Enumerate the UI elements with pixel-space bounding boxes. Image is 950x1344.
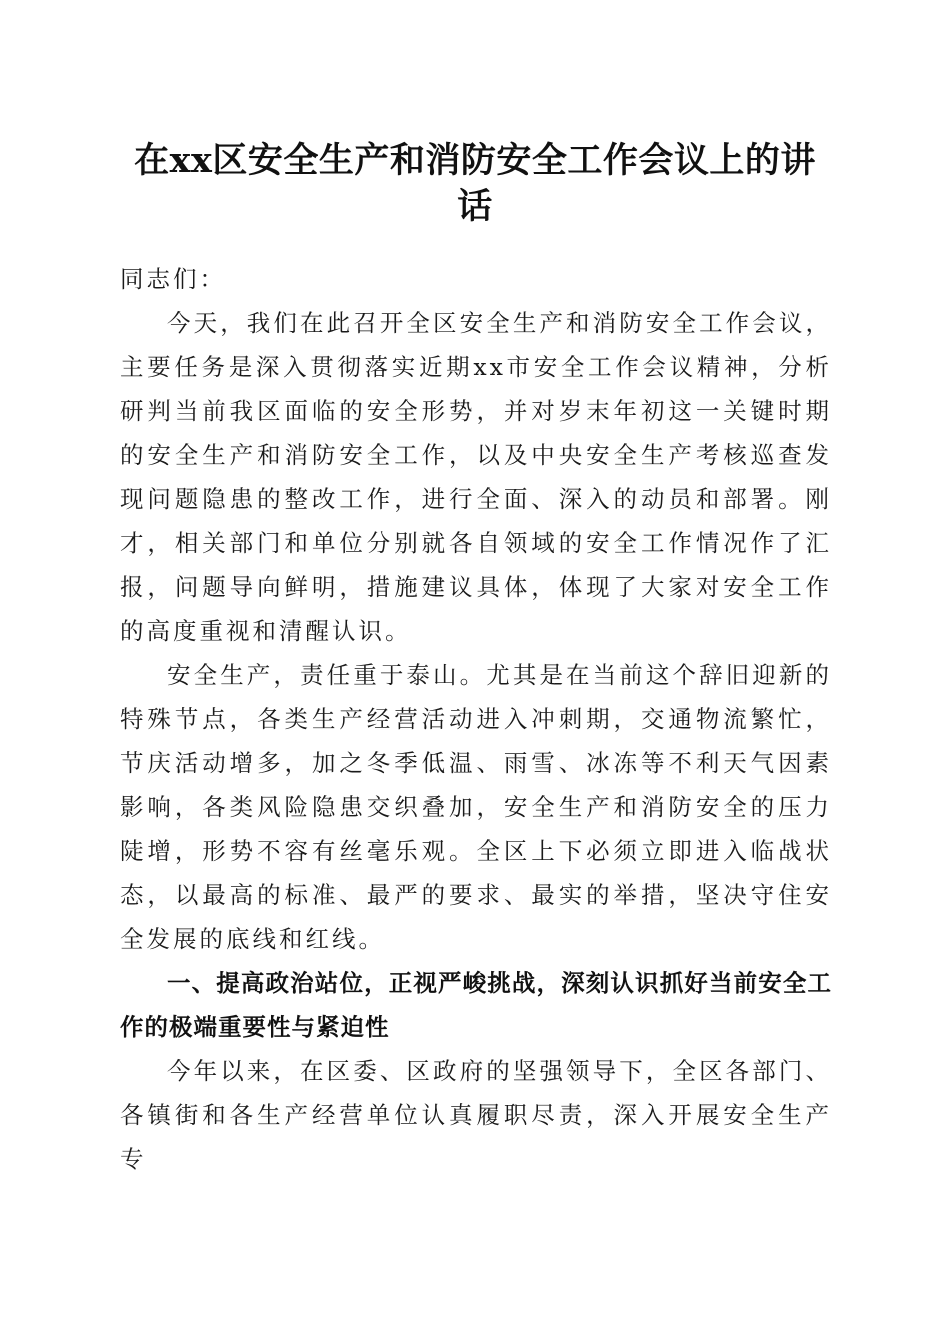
paragraph-situation: 安全生产，责任重于泰山。尤其是在当前这个辞旧迎新的特殊节点，各类生产经营活动进入冲刺期，交通物流繁忙，节庆活动增多，加之冬季低温、雨雪、冰冻等不利天气因素影响，各类风险隐患交织叠加，安全生产和消防安全的压力陡增，形势不容有丝毫乐观。全区上下必须立即进入临战状态，以最高的标准、最严的要求、最实的举措，坚决守住安全发展的底线和红线。 [120,661,832,953]
section-heading: 一、提高政治站位，正视严峻挑战，深刻认识抓好当前安全工作的极端重要性与紧迫性 [120,969,832,1041]
salutation: 同志们： [120,265,226,293]
document-body [120,257,832,1181]
paragraph-opening: 今天，我们在此召开全区安全生产和消防安全工作会议，主要任务是深入贯彻落实近期xx市安全工作会议精神，分析研判当前我区面临的安全形势，并对岁末年初这一关键时期的安全生产和消防安全工作，以及中央安全生产考核巡查发现问题隐患的整改工作，进行全面、深入的动员和部署。刚才，相关部门和单位分别就各自领域的安全工作情况作了汇报，问题导向鲜明，措施建议具体，体现了大家对安全工作的高度重视和清醒认识。 [120,309,832,645]
paragraph-section-one: 今年以来，在区委、区政府的坚强领导下，全区各部门、各镇街和各生产经营单位认真履职尽责，深入开展安全生产专 [120,1057,832,1173]
document-title: 在xx区安全生产和消防安全工作会议上的讲话 [134,140,816,227]
